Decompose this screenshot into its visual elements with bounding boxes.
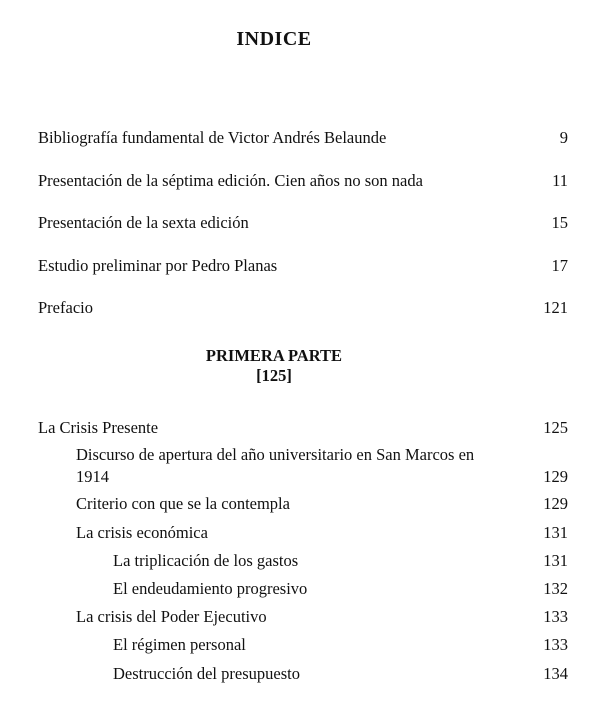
toc-entry-page: 17 <box>551 256 568 275</box>
toc-entry[interactable] <box>0 550 600 574</box>
part-heading: PRIMERA PARTE <box>205 346 343 365</box>
toc-entry-label: Destrucción del presupuesto <box>113 664 300 683</box>
toc-entry-page: 9 <box>559 128 568 147</box>
toc-entry[interactable] <box>0 255 600 279</box>
toc-entry[interactable] <box>0 212 600 236</box>
toc-entry-label: El endeudamiento progresivo <box>113 579 308 598</box>
toc-entry-label: La triplicación de los gastos <box>113 551 299 570</box>
toc-entry-label: Estudio preliminar por Pedro Planas <box>38 256 278 275</box>
toc-entry[interactable] <box>0 417 600 441</box>
toc-entry-label: Prefacio <box>38 298 93 317</box>
toc-entry-page: 125 <box>543 418 568 437</box>
toc-entry-label: Presentación de la séptima edición. Cien años no son nada <box>38 171 423 190</box>
toc-entry-label: El régimen personal <box>113 635 246 654</box>
toc-entry[interactable] <box>0 578 600 602</box>
toc-entry[interactable] <box>0 663 600 687</box>
toc-entry-label: La crisis económica <box>76 523 208 542</box>
toc-entry-label: Discurso de apertura del año universitario en San Marcos en 1914 <box>76 445 475 486</box>
page-title: INDICE <box>236 28 312 50</box>
toc-entry-page: 129 <box>543 467 568 486</box>
toc-entry-page: 11 <box>552 171 568 190</box>
toc-entry[interactable] <box>0 127 600 151</box>
toc-entry-label: La crisis del Poder Ejecutivo <box>76 607 267 626</box>
toc-entry[interactable] <box>0 634 600 658</box>
toc-entry-page: 129 <box>543 494 568 513</box>
toc-entry-page: 133 <box>543 607 568 626</box>
part-heading-page: [125] <box>256 366 292 385</box>
toc-entry[interactable] <box>0 522 600 546</box>
toc-entry[interactable] <box>0 170 600 194</box>
toc-entry[interactable] <box>0 493 600 517</box>
toc-entry-page: 121 <box>543 298 568 317</box>
toc-entry-page: 133 <box>543 635 568 654</box>
toc-entry-label: Bibliografía fundamental de Victor Andrés Belaunde <box>38 128 387 147</box>
toc-entry-page: 131 <box>543 523 568 542</box>
toc-entry-page: 134 <box>543 664 568 683</box>
toc-entry[interactable] <box>0 297 600 321</box>
toc-entry[interactable] <box>0 444 600 492</box>
toc-entry-page: 132 <box>543 579 568 598</box>
toc-entry-label: Criterio con que se la contempla <box>76 494 290 513</box>
toc-entry-page: 131 <box>543 551 568 570</box>
toc-entry-label: La Crisis Presente <box>38 418 159 437</box>
toc-entry-page: 15 <box>551 213 568 232</box>
toc-entry[interactable] <box>0 606 600 630</box>
toc-entry-label: Presentación de la sexta edición <box>38 213 249 232</box>
